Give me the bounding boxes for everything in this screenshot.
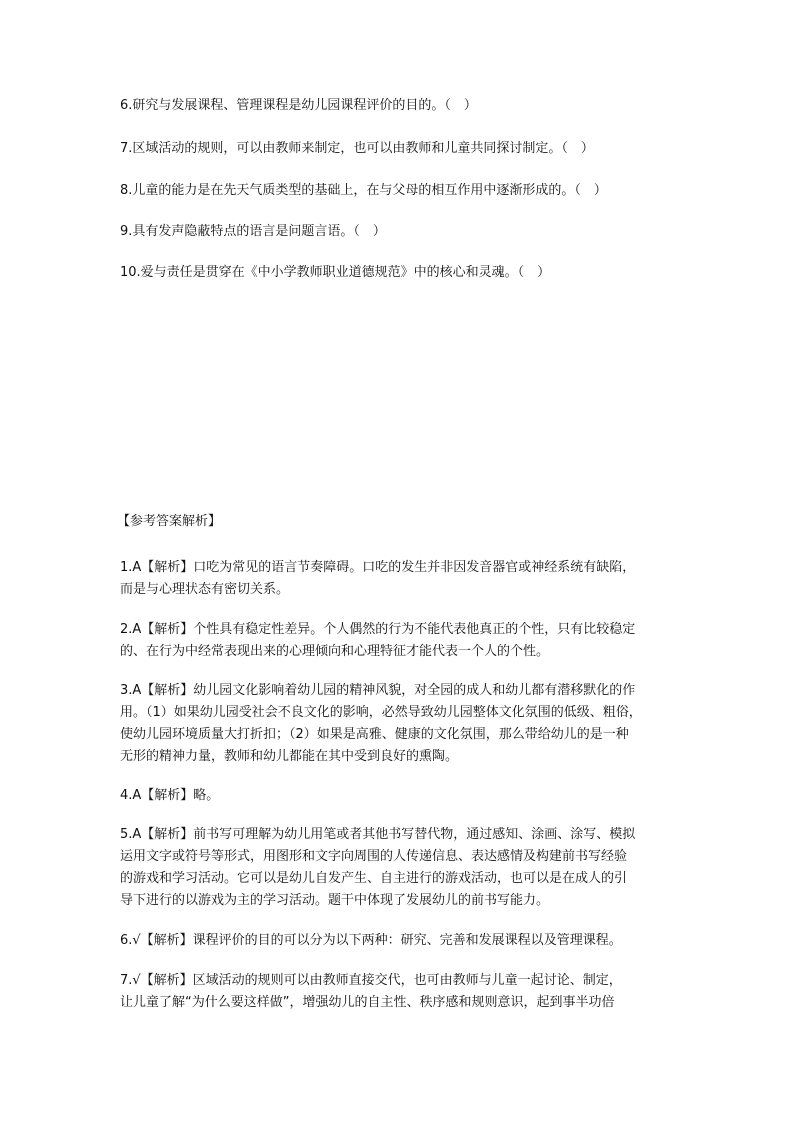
answer-line: 让儿童了解“为什么要这样做”，增强幼儿的自主性、秩序感和规则意识，起到事半功倍: [120, 995, 615, 1010]
answer-line: 4.A【解析】略。: [120, 788, 220, 803]
answer-line: 使幼儿园环境质量大打折扣；（2）如果是高雅、健康的文化氛围，那么带给幼儿的是一种: [120, 727, 629, 742]
answer-line: 的、在行为中经常表现出来的心理倾向和心理特征才能代表一个人的个性。: [120, 644, 550, 659]
answer-4: [120, 785, 680, 807]
answer-line: 2.A【解析】个性具有稳定性差异。个人偶然的行为不能代表他真正的个性，只有比较稳定: [120, 622, 636, 637]
answer-1: [120, 557, 680, 601]
question-10: 10.爱与责任是贯穿在《中小学教师职业道德规范》中的核心和灵魂。（ ）: [120, 265, 551, 280]
question-8: 8.儿童的能力是在先天气质类型的基础上，在与父母的相互作用中逐渐形成的。（ ）: [120, 183, 607, 198]
answer-3: [120, 680, 680, 768]
question-7: 7.区域活动的规则，可以由教师来制定，也可以由教师和儿童共同探讨制定。（ ）: [120, 141, 594, 156]
answer-line: 3.A【解析】幼儿园文化影响着幼儿园的精神风貌，对全园的成人和幼儿都有潜移默化的作: [120, 683, 636, 698]
answer-line: 而是与心理状态有密切关系。: [120, 582, 290, 597]
answer-line: 无形的精神力量，教师和幼儿都能在其中受到良好的熏陶。: [120, 749, 459, 764]
answer-7: [120, 970, 680, 1014]
answer-line: 用。（1）如果幼儿园受社会不良文化的影响，必然导致幼儿园整体文化氛围的低级、粗俗，: [120, 705, 642, 720]
answer-2: [120, 619, 680, 663]
answer-line: 运用文字或符号等形式，用图形和文字向周围的人传递信息、表达感情及构建前书写经验: [120, 849, 628, 864]
answer-line: 6.√【解析】课程评价的目的可以分为以下两种：研究、完善和发展课程以及管理课程。: [120, 933, 622, 948]
answer-line: 1.A【解析】口吃为常见的语言节奏障碍。口吃的发生并非因发音器官或神经系统有缺陷，: [120, 560, 636, 575]
answer-6: [120, 930, 680, 952]
answer-line: 5.A【解析】前书写可理解为幼儿用笔或者其他书写替代物，通过感知、涂画、涂写、模拟: [120, 827, 636, 842]
question-6: 6.研究与发展课程、管理课程是幼儿园课程评价的目的。（ ）: [120, 98, 477, 113]
answer-line: 7.√【解析】区域活动的规则可以由教师直接交代，也可由教师与儿童一起讨论、制定，: [120, 973, 622, 988]
answer-section-title: 【参考答案解析】: [117, 514, 222, 529]
answer-line: 的游戏和学习活动。它可以是幼儿自发产生、自主进行的游戏活动，也可以是在成人的引: [120, 871, 628, 886]
answer-5: [120, 824, 680, 912]
question-9: 9.具有发声隐蔽特点的语言是问题言语。（ ）: [120, 224, 386, 239]
answer-line: 导下进行的以游戏为主的学习活动。题干中体现了发展幼儿的前书写能力。: [120, 893, 550, 908]
